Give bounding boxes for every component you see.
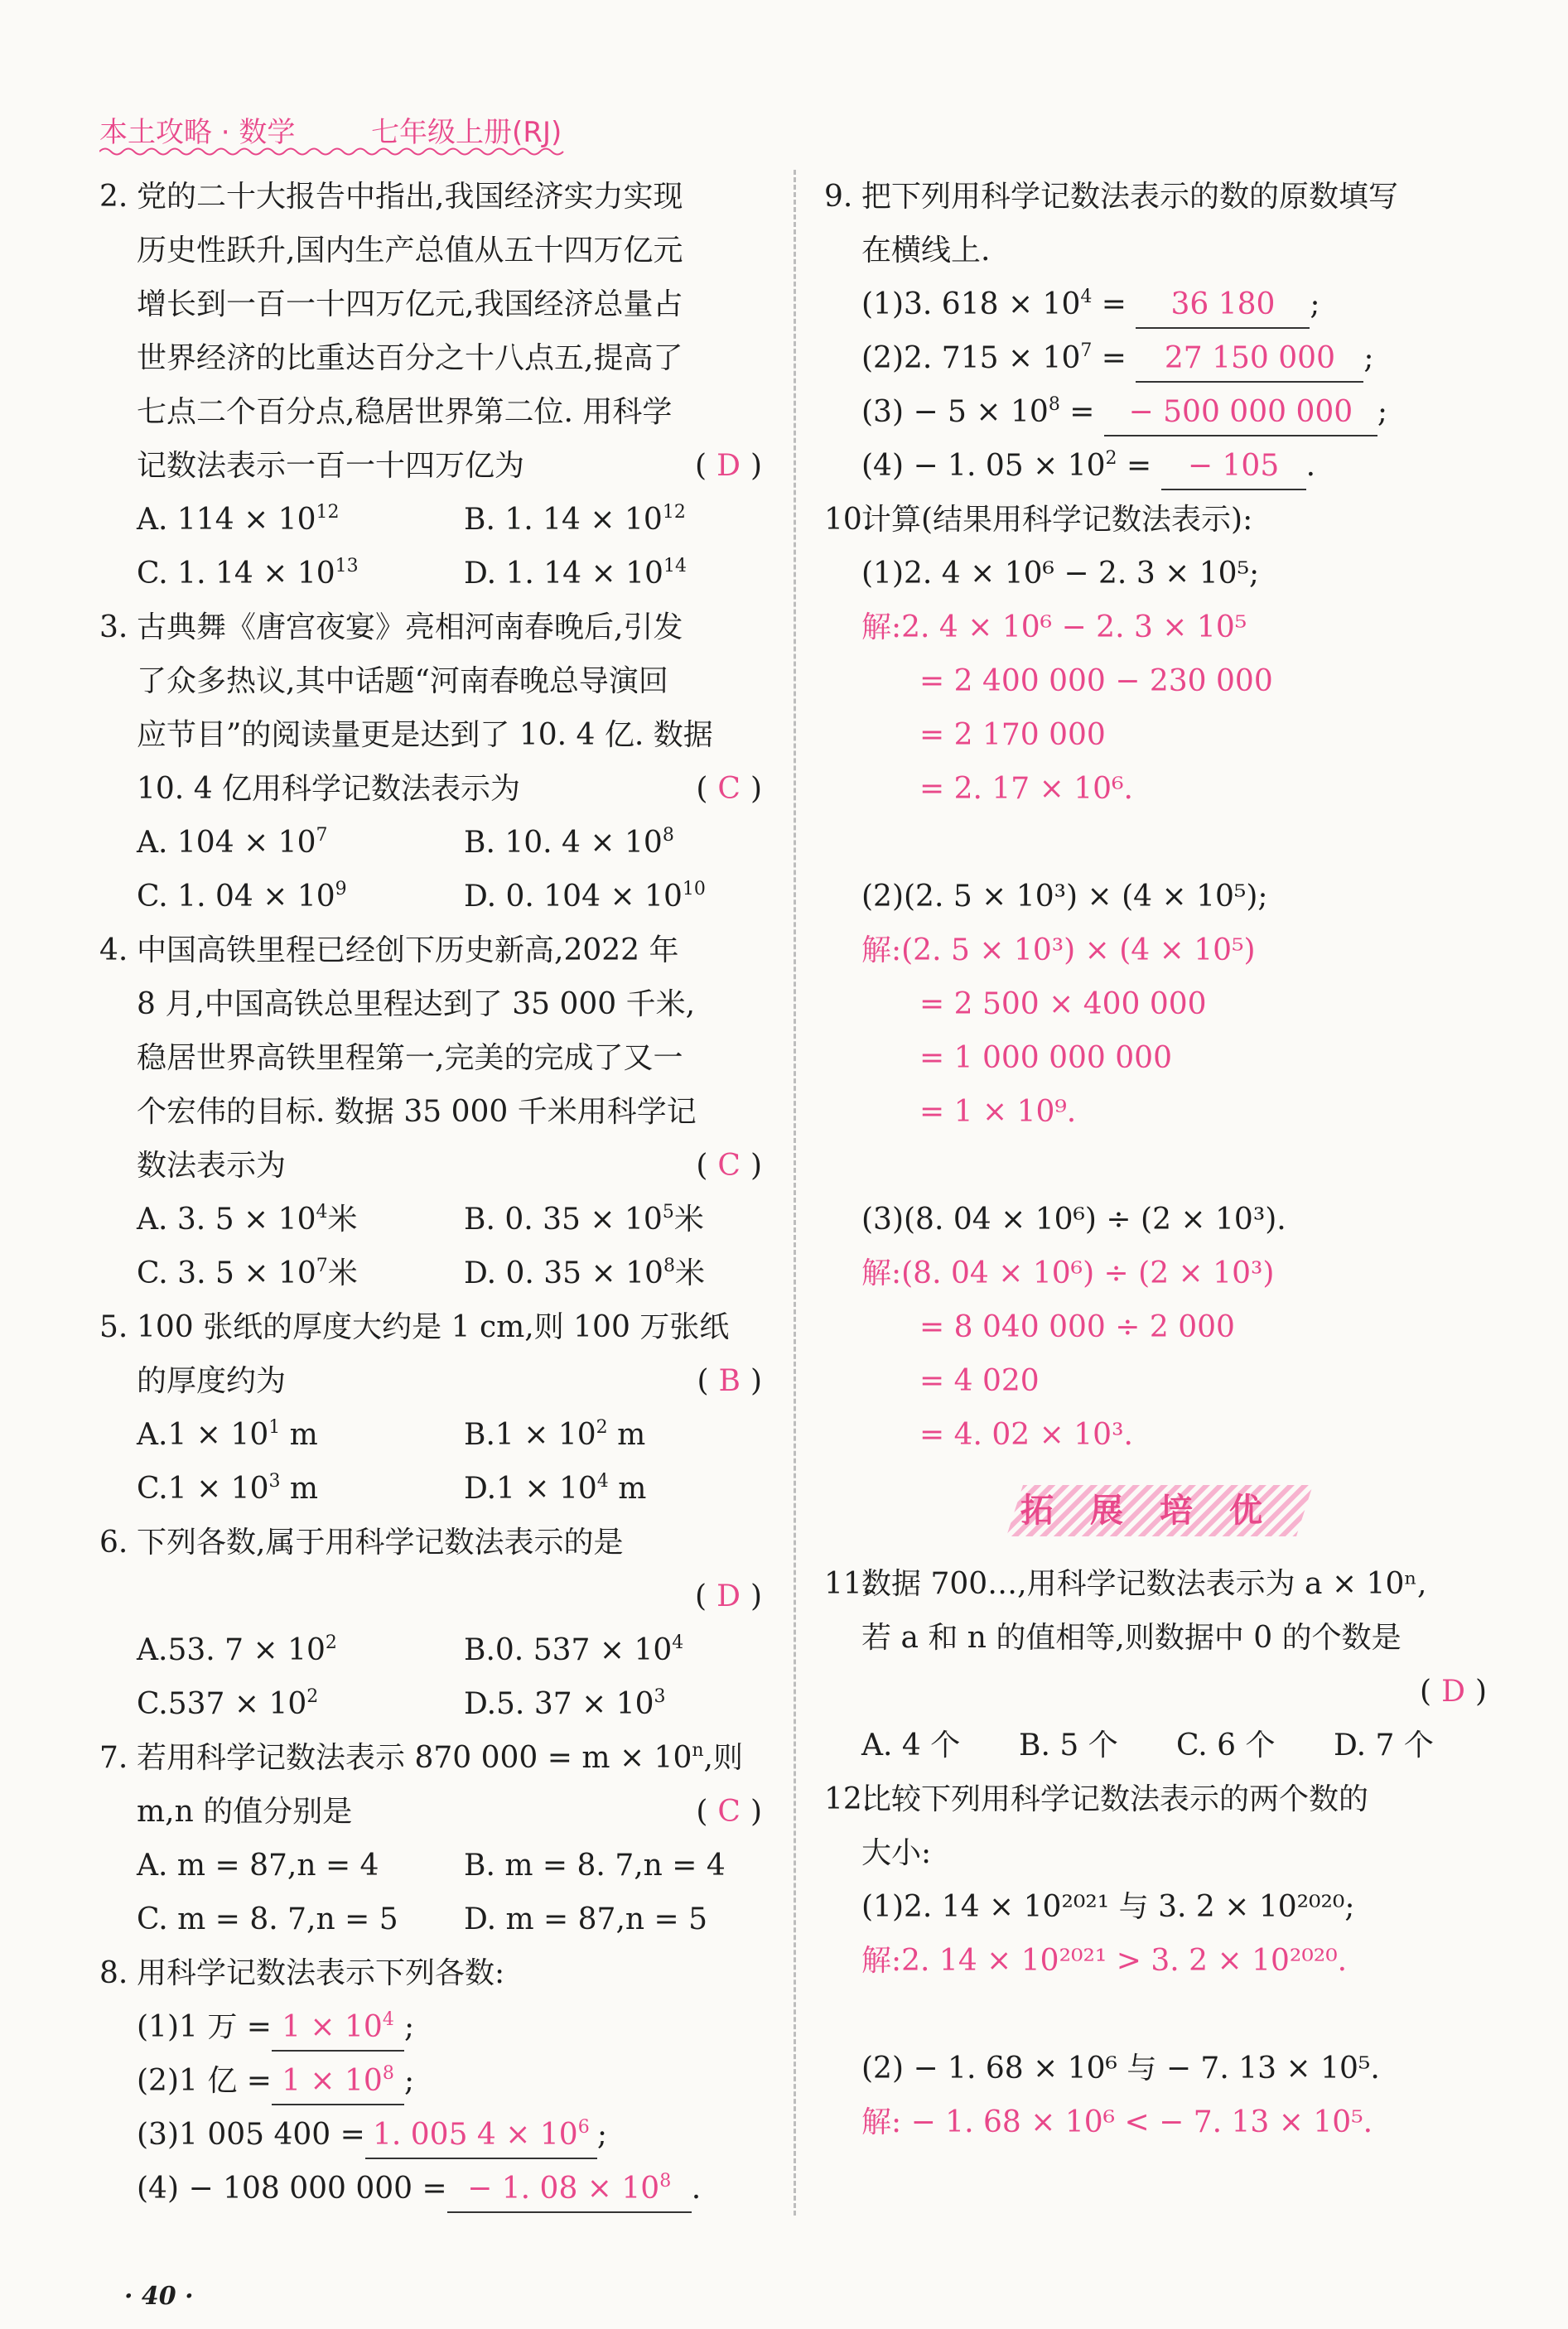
stem-line: 历史性跃升,国内生产总值从五十四万亿元: [137, 234, 683, 268]
stem-line: 比较下列用科学记数法表示的两个数的: [861, 1782, 1369, 1816]
solution-step: = 1 000 000 000: [919, 1041, 1172, 1075]
sub-item-2: (2)1 亿 = $1 \times 10^8$ ;: [99, 2054, 762, 2108]
stem-line: 应节目”的阅读量更是达到了 10. 4 亿. 数据: [137, 718, 713, 752]
answer-letter: C: [717, 1149, 741, 1183]
option-d: D. 0. $35 \times 10^8$米: [464, 1256, 705, 1290]
solution-step: = 2 170 000: [919, 718, 1106, 752]
question-number: 7.: [99, 1741, 128, 1775]
question-5: [99, 1300, 762, 1516]
stem-line: 中国高铁里程已经创下历史新高,2022 年: [137, 933, 679, 967]
option-c: $C.1 \times 10^3$ m: [137, 1471, 319, 1506]
question-number: 11.: [824, 1567, 872, 1601]
header-wavy-underline: [99, 146, 572, 157]
answer-blank: 36 180: [1136, 284, 1310, 329]
question-number: 10.: [824, 503, 872, 537]
question-11: [824, 1557, 1487, 1772]
answer-blank: $1 \times 10^4$: [272, 2007, 404, 2052]
solution-2: 解: − 1. 68 × 10⁶ < − 7. 13 × 10⁵.: [861, 2105, 1373, 2139]
stem-line: 计算(结果用科学记数法表示):: [861, 503, 1253, 537]
problem-2: (2) − 1. 68 × 10⁶ 与 − 7. 13 × 10⁵.: [861, 2052, 1380, 2085]
answer-blank: − 1. $08 \times 10^8$: [447, 2168, 692, 2213]
option-a: A. $114 \times 10^{12}$: [137, 502, 340, 537]
solution-3: 解:(8. 04 × 10⁶) ÷ (2 × 10³): [861, 1256, 1275, 1290]
stem-line: 用科学记数法表示下列各数:: [137, 1956, 505, 1990]
question-10: [824, 493, 1487, 1462]
option-a: A.53. $7 \times 10^2$: [137, 1632, 337, 1667]
stem-line: 100 张纸的厚度大约是 1 cm,则 100 万张纸: [137, 1310, 730, 1344]
section-title: 拓展培优: [1020, 1492, 1299, 1530]
answer-blank: $1 \times 10^8$: [272, 2061, 404, 2105]
option-a: A. m = 87,n = 4: [137, 1849, 379, 1883]
sub-item-1: (1)1 万 = $1 \times 10^4$ ;: [99, 2000, 762, 2054]
option-b: B. 10. $4 \times 10^8$: [464, 825, 674, 860]
stem-line: 增长到一百一十四万亿元,我国经济总量占: [137, 287, 683, 321]
question-9: [824, 170, 1487, 493]
question-number: 4.: [99, 933, 128, 967]
solution-step: = 2 400 000 − 230 000: [919, 664, 1273, 698]
problem-1: (1)2. 14 × 10²⁰²¹ 与 3. 2 × 10²⁰²⁰;: [861, 1890, 1355, 1924]
question-number: 8.: [99, 1956, 128, 1990]
option-c: C. 1. $04 \times 10^9$: [137, 879, 347, 914]
page-number: · 40 ·: [124, 2282, 194, 2311]
question-4: [99, 923, 762, 1300]
solution-step: = 4. 02 × 10³.: [919, 1418, 1133, 1452]
sub-item-1: (1)3. $618 \times 10^4 = 36$ 180 ;: [824, 277, 1487, 331]
answer-letter: B: [718, 1364, 741, 1398]
question-6: [99, 1516, 762, 1731]
option-d: D.5. $37 \times 10^3$: [464, 1686, 666, 1721]
answer-blank: − 105: [1161, 446, 1306, 490]
stem-line: 的厚度约为: [137, 1364, 287, 1398]
stem-line: 稳居世界高铁里程第一,完美的完成了又一: [137, 1041, 683, 1075]
option-a: $A.1 \times 10^1$ m: [137, 1417, 318, 1452]
stem-line: m,n 的值分别是: [137, 1795, 353, 1829]
left-column: [99, 170, 762, 2216]
stem-line: 世界经济的比重达百分之十八点五,提高了: [137, 341, 683, 375]
option-c: $C.537 \times 10^2$: [137, 1686, 319, 1721]
option-b: $B.1 \times 10^2$ m: [464, 1417, 646, 1452]
question-2: [99, 170, 762, 600]
stem-line: 了众多热议,其中话题“河南春晚总导演回: [137, 664, 668, 698]
stem-line: 8 月,中国高铁总里程达到了 35 000 千米,: [137, 987, 696, 1021]
option-c: C. 6 个: [1176, 1729, 1276, 1762]
answer-blank: 1. 005 $4 \times 10^6$: [365, 2114, 597, 2159]
stem-line: 大小:: [861, 1836, 932, 1870]
answer-bracket: ( C ): [696, 1795, 762, 1829]
answer-blank: − 500 000 000: [1104, 392, 1377, 436]
grade-label: 七年级上册(RJ): [371, 116, 562, 149]
answer-bracket: ( D ): [695, 1579, 762, 1613]
solution-step: = 1 × 10⁹.: [919, 1095, 1077, 1129]
option-d: D. 0. $104 \times 10^{10}$: [464, 879, 706, 914]
question-8: [99, 1946, 762, 2216]
solution-step: = 4 020: [919, 1364, 1040, 1398]
page-header: [99, 109, 562, 150]
sub-item-2: (2)2. $715 \times 10^7 = 27$ 150 000 ;: [824, 331, 1487, 385]
sub-item-4: (4) − 108 000 000 = − 1. $08 \times 10^8$ .: [99, 2162, 762, 2216]
answer-bracket: ( B ): [697, 1364, 762, 1398]
sub-item-3: $(3) - 5 \times 10^8$ = − 500 000 000 ;: [824, 385, 1487, 439]
stem-line: 下列各数,属于用科学记数法表示的是: [137, 1526, 624, 1560]
question-number: 2.: [99, 180, 128, 214]
stem-line: 古典舞《唐宫夜宴》亮相河南春晚后,引发: [137, 610, 683, 644]
solution-2: 解:(2. 5 × 10³) × (4 × 10⁵): [861, 933, 1256, 967]
option-d: D. 7 个: [1334, 1729, 1434, 1762]
answer-letter: D: [716, 1579, 741, 1613]
option-b: B. 5 个: [1019, 1729, 1118, 1762]
right-column: [824, 170, 1487, 2149]
question-7: 7. 若用科学记数法表示 870 $000 = m \times 10^n$,则 m,n 的值分别是 ( C ) A. m = 87,n = 4 B. m = 8. 7,n = 4 C. m = 8. 7,n = 5 D. m = 87,n = 5: [99, 1731, 762, 1946]
solution-1: 解:2. 4 × 10⁶ − 2. 3 × 10⁵: [861, 610, 1247, 644]
stem-line: 记数法表示一百一十四万亿为: [137, 449, 525, 483]
question-number: 5.: [99, 1310, 128, 1344]
sub-item-3: (3)1 005 400 = 1. 005 $4 \times 10^6$ ;: [99, 2108, 762, 2162]
answer-bracket: ( D ): [1420, 1675, 1487, 1709]
question-number: 3.: [99, 610, 128, 644]
option-c: C. 1. $14 \times 10^{13}$: [137, 556, 359, 591]
stem-line: 把下列用科学记数法表示的数的原数填写: [861, 180, 1399, 214]
solution-1: 解:2. 14 × 10²⁰²¹ > 3. 2 × 10²⁰²⁰.: [861, 1944, 1348, 1978]
answer-letter: D: [1441, 1675, 1465, 1709]
column-divider: [794, 170, 796, 2216]
problem-1: (1)2. 4 × 10⁶ − 2. 3 × 10⁵;: [861, 557, 1260, 591]
stem-line: 若用科学记数法表示 870 000 = m × 10: [137, 1741, 692, 1775]
option-a: A. $104 \times 10^7$: [137, 825, 328, 860]
answer-bracket: ( C ): [696, 1149, 762, 1183]
option-a: A. 3. $5 \times 10^4$米: [137, 1202, 358, 1237]
option-b: B.0. $537 \times 10^4$: [464, 1632, 684, 1667]
problem-2: (2)(2. 5 × 10³) × (4 × 10⁵);: [861, 880, 1268, 914]
answer-letter: D: [716, 449, 741, 483]
solution-step: = 8 040 000 ÷ 2 000: [919, 1310, 1235, 1344]
question-number: 6.: [99, 1526, 128, 1560]
question-number: 9.: [824, 180, 853, 214]
question-12: [824, 1772, 1487, 2149]
answer-bracket: ( C ): [696, 772, 762, 806]
section-banner: [824, 1470, 1487, 1557]
answer-blank: 27 150 000: [1136, 338, 1363, 383]
option-d: D. 1. $14 \times 10^{14}$: [464, 556, 687, 591]
option-c: C. 3. $5 \times 10^7$米: [137, 1256, 358, 1290]
option-d: $D.1 \times 10^4$ m: [464, 1471, 647, 1506]
option-b: B. 0. $35 \times 10^5$米: [464, 1202, 704, 1237]
answer-letter: C: [717, 1795, 741, 1829]
option-b: B. 1. $14 \times 10^{12}$: [464, 502, 686, 537]
question-number: 12.: [824, 1782, 872, 1816]
option-a: A. 4 个: [861, 1729, 961, 1762]
stem-line: 党的二十大报告中指出,我国经济实力实现: [137, 180, 683, 214]
stem-line: 数法表示为: [137, 1149, 287, 1183]
stem-line: 七点二个百分点,稳居世界第二位. 用科学: [137, 395, 673, 429]
problem-3: (3)(8. 04 × 10⁶) ÷ (2 × 10³).: [861, 1203, 1286, 1237]
option-b: B. m = 8. 7,n = 4: [464, 1849, 726, 1883]
question-3: [99, 600, 762, 923]
option-c: C. m = 8. 7,n = 5: [137, 1902, 398, 1936]
stem-line: 个宏伟的目标. 数据 35 000 千米用科学记: [137, 1095, 697, 1129]
stem-line: 10. 4 亿用科学记数法表示为: [137, 772, 521, 806]
option-d: D. m = 87,n = 5: [464, 1902, 708, 1936]
answer-letter: C: [717, 772, 741, 806]
solution-step: = 2. 17 × 10⁶.: [919, 772, 1133, 806]
stem-line: 若 a 和 n 的值相等,则数据中 0 的个数是: [861, 1621, 1402, 1655]
book-title: 本土攻略 · 数学: [99, 116, 296, 149]
solution-step: = 2 500 × 400 000: [919, 987, 1207, 1021]
answer-bracket: ( D ): [695, 449, 762, 483]
stem-line: 在横线上.: [861, 234, 991, 268]
stem-line: 数据 700…,用科学记数法表示为 a × 10ⁿ,: [861, 1567, 1427, 1601]
sub-item-4: (4) − 1. $05 \times 10^2$ = − 105 .: [824, 439, 1487, 493]
